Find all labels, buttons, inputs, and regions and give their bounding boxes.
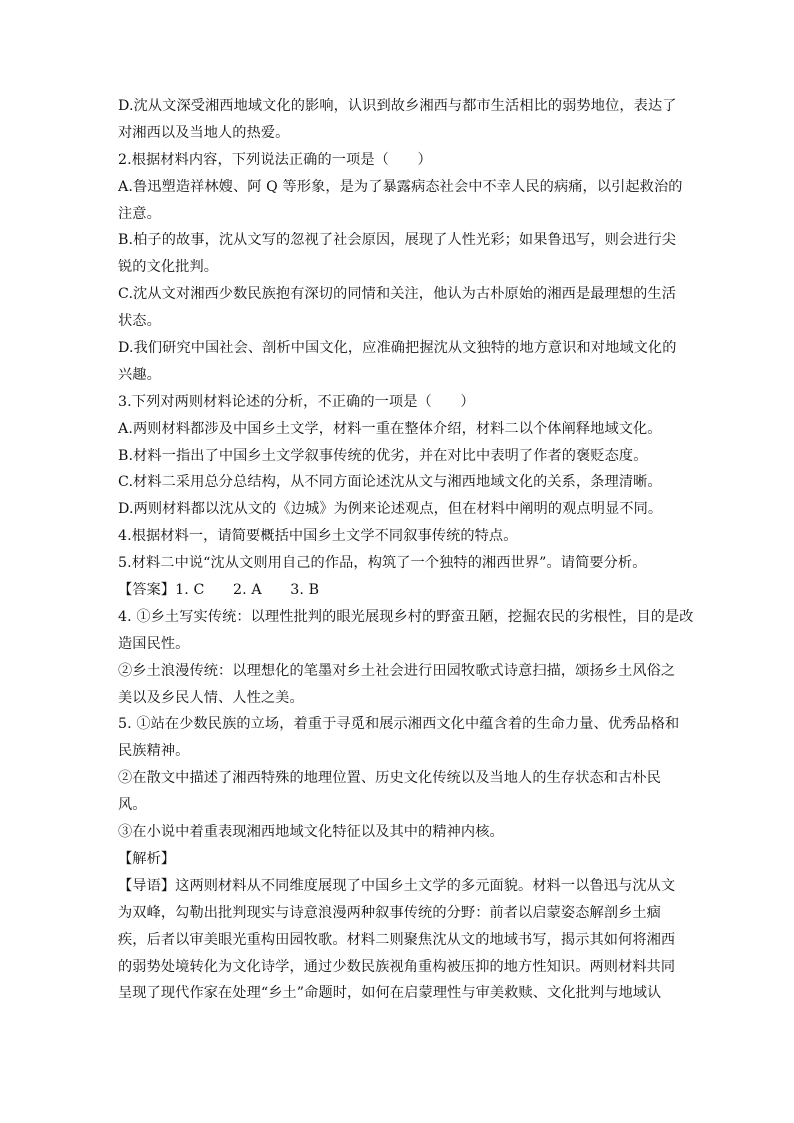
document-body [118, 93, 694, 1007]
text-line: 状态。 [118, 313, 161, 330]
text-line: B.柏子的故事，沈从文写的忽视了社会原因，展现了人性光彩；如果鲁迅写，则会进行尖 [118, 232, 677, 249]
text-line: 兴趣。 [118, 366, 161, 383]
text-line: 5. ①站在少数民族的立场，着重于寻觅和展示湘西文化中蕴含着的生命力量、优秀品格和 [118, 716, 680, 733]
text-line: B.材料一指出了中国乡土文学叙事传统的优劣，并在对比中表明了作者的褒贬态度。 [118, 447, 648, 464]
text-line: 锐的文化批判。 [118, 259, 219, 276]
text-line: ②在散文中描述了湘西特殊的地理位置、历史文化传统以及当地人的生存状态和古朴民 [118, 770, 661, 787]
analysis-heading: 【解析】 [118, 850, 176, 867]
text-line: 呈现了现代作家在处理“乡土”命题时，如何在启蒙理性与审美救赎、文化批判与地域认 [118, 985, 662, 1002]
text-line: 为双峰，勾勒出批判现实与诗意浪漫两种叙事传统的分野：前者以启蒙姿态解剖乡土痼 [118, 904, 661, 921]
text-line: ③在小说中着重表现湘西地域文化特征以及其中的精神内核。 [118, 824, 504, 841]
question-3-stem: 3.下列对两则材料论述的分析，不正确的一项是（ ） [118, 393, 475, 410]
question-4-stem: 4.根据材料一，请简要概括中国乡土文学不同叙事传统的特点。 [118, 528, 518, 545]
text-line: A.鲁迅塑造祥林嫂、阿 Q 等形象，是为了暴露病态社会中不幸人民的病痛，以引起救治的 [118, 178, 683, 195]
text-line: 疾，后者以审美眼光重构田园牧歌。材料二则聚焦沈从文的地域书写，揭示其如何将湘西 [118, 931, 676, 948]
text-line: C.材料二采用总分总结构，从不同方面论述沈从文与湘西地域文化的关系，条理清晰。 [118, 474, 662, 491]
text-line: 美以及乡民人情、人性之美。 [118, 689, 304, 706]
text-line: A.两则材料都涉及中国乡土文学，材料一重在整体介绍，材料二以个体阐释地域文化。 [118, 420, 662, 437]
text-line: 【导语】这两则材料从不同维度展现了中国乡土文学的多元面貌。材料一以鲁迅与沈从文 [118, 877, 676, 894]
text-line: D.两则材料都以沈从文的《边城》为例来论述观点，但在材料中阐明的观点明显不同。 [118, 501, 663, 518]
text-line: 的弱势处境转化为文化诗学，通过少数民族视角重构被压抑的地方性知识。两则材料共同 [118, 958, 676, 975]
text-line: ②乡土浪漫传统：以理想化的笔墨对乡土社会进行田园牧歌式诗意扫描，颂扬乡土风俗之 [118, 662, 676, 679]
text-line: C.沈从文对湘西少数民族抱有深切的同情和关注，他认为古朴原始的湘西是最理想的生活 [118, 286, 676, 303]
text-line: 注意。 [118, 205, 161, 222]
text-line: D.沈从文深受湘西地域文化的影响，认识到故乡湘西与都市生活相比的弱势地位，表达了 [118, 98, 677, 114]
text-line: 4. ①乡土写实传统：以理性批判的眼光展现乡村的野蛮丑陋，挖掘农民的劣根性，目的是改 [118, 608, 694, 625]
question-2-stem: 2.根据材料内容，下列说法正确的一项是（ ） [118, 151, 432, 168]
question-5-stem: 5.材料二中说“沈从文则用自己的作品，构筑了一个独特的湘西世界”。请简要分析。 [118, 555, 647, 572]
text-line: 风。 [118, 797, 147, 814]
answer-heading: 【答案】1. C 2. A 3. B [118, 582, 320, 599]
text-line: D.我们研究中国社会、剖析中国文化，应准确把握沈从文独特的地方意识和对地域文化的 [118, 340, 677, 357]
text-line: 对湘西以及当地人的热爱。 [118, 124, 290, 141]
text-line: 造国民性。 [118, 635, 190, 652]
text-line: 民族精神。 [118, 743, 190, 760]
